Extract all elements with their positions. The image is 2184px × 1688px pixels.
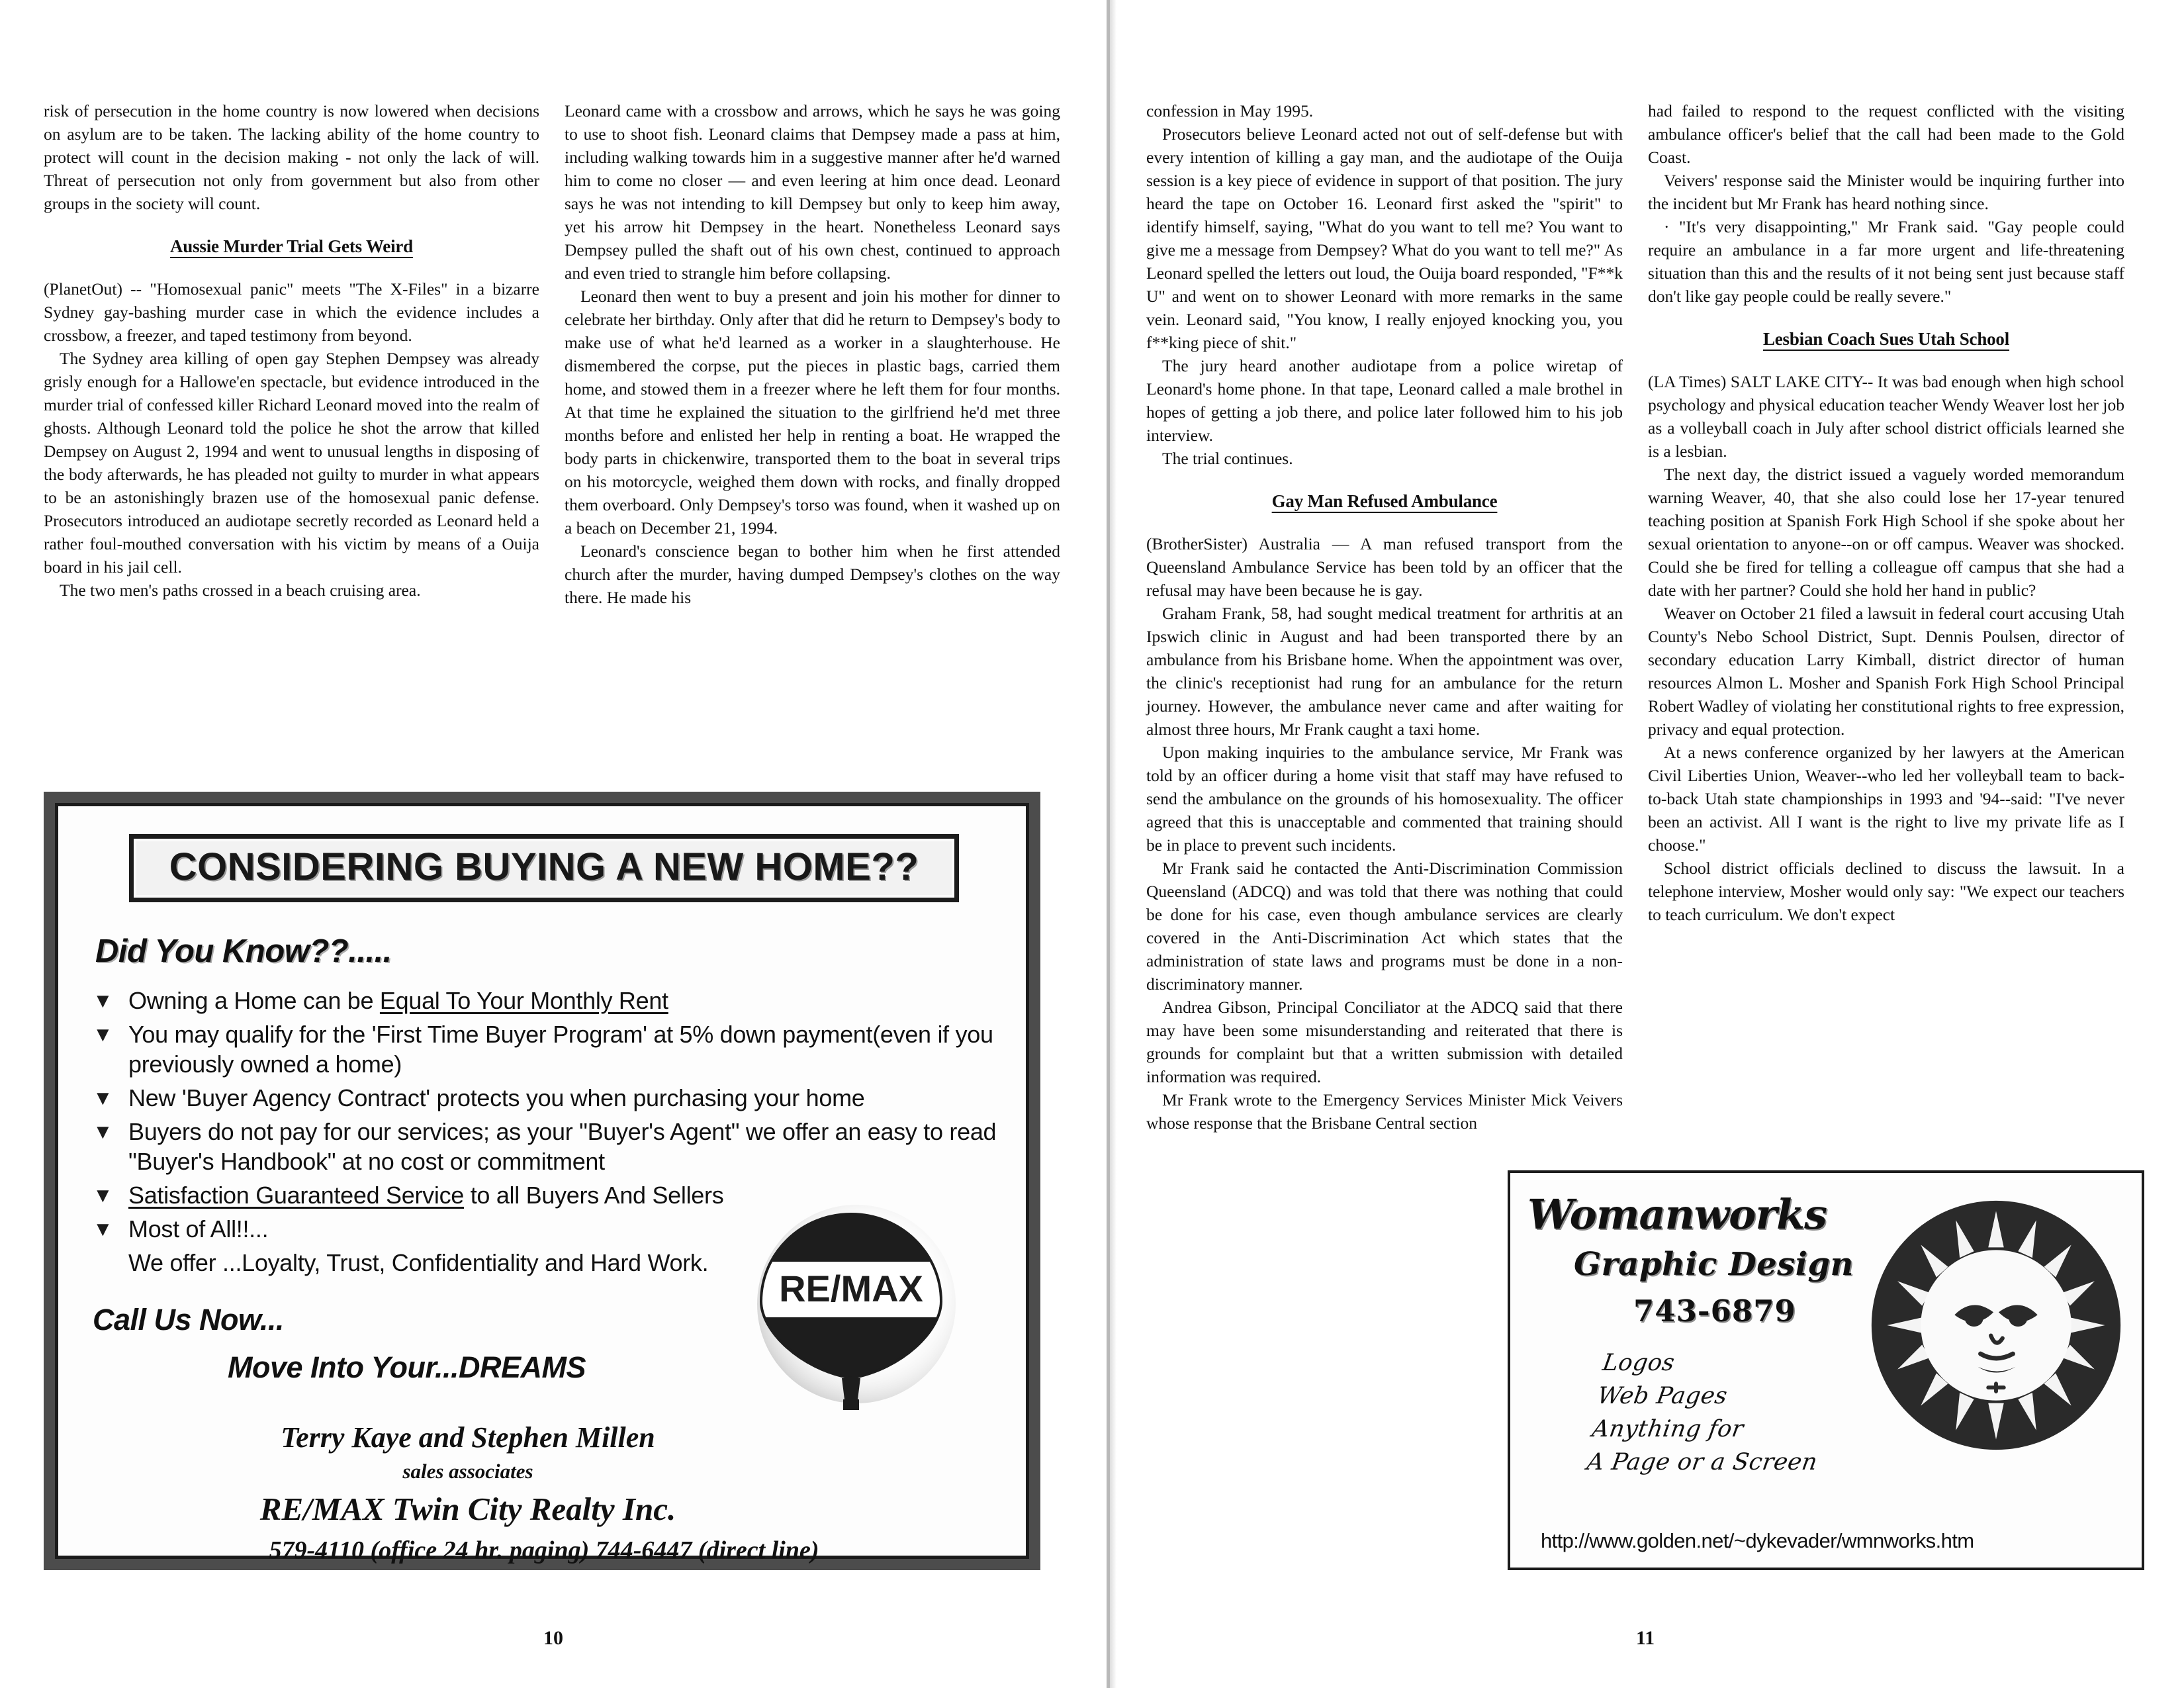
- list-item-text: Buyers do not pay for our services; as your "Buyer's Agent" we offer an easy to read "Buyer's Handbook" at no cost or commitment: [128, 1118, 997, 1175]
- paragraph: The jury heard another audiotape from a police wiretap of Leonard's home phone. In that tape, Leonard called a male brothel in hopes of getting a job there, and police later followed him to his job interview.: [1146, 356, 1623, 445]
- paragraph: The Sydney area killing of open gay Stephen Dempsey was already grisly enough for a Hallowe'en spectacle, but evidence introduced in the murder trial of confessed killer Richard Leonard moved into the realm of ghosts. Although Leonard told the police he shot the arrow that killed Dempsey on August 2, 1994 and went to unusual lengths in disposing of the body afterwards, he has pleaded not guilty to murder in what appears to be an astonishingly brazen use of the homosexual panic defense. Prosecutors introduced an audiotape secretly recorded as Leonard held a rather foul-mouthed conversation with his victim by means of a Ouija board in his jail cell.: [44, 349, 539, 577]
- list-item: [93, 1117, 999, 1176]
- list-item-text-pre: Owning a Home can be: [128, 987, 380, 1014]
- paragraph: risk of persecution in the home country is now lowered when decisions on asylum are to be taken. The lacking ability of the home country to protect will count in the decision making - not only the lack of will. Threat of persecution not only from government but also from other groups in the society will count.: [44, 101, 539, 213]
- paragraph: Weaver on October 21 filed a lawsuit in federal court accusing Utah County's Nebo School District, Supt. Dennis Poulsen, director of secondary education Larry Kimball, district director of human resources Almon L. Mosher and Spanish Fork High School Principal Robert Wadley of violating her constitutional rights to free expression, privacy and equal protection.: [1648, 604, 2124, 739]
- paragraph: School district officials declined to discuss the lawsuit. In a telephone interview, Mosher would only say: "We expect our teachers to teach curriculum. We don't expect: [1648, 859, 2124, 924]
- paragraph: Andrea Gibson, Principal Conciliator at the ADCQ said that there may have been some misunderstanding and reiterated that there is grounds for complaint but that a written submission with detailed information was required.: [1146, 998, 1623, 1086]
- list-item-text: You may qualify for the 'First Time Buyer Program' at 5% down payment(even if you previously owned a home): [128, 1021, 993, 1078]
- left-column-1: [44, 99, 539, 609]
- triangle-bullet-icon: ▼: [93, 1023, 113, 1046]
- paragraph: Prosecutors believe Leonard acted not out of self-defense but with every intention of killing a gay man, and the audiotape of the Ouija session is a key piece of evidence in support of that position. The jury heard the tape on October 16. Leonard first asked the "spirit" to identify himself, saying, "What do you want to tell me? You want to give me a message from Dempsey? What do you want to tell me?" As Leonard spelled the letters out loud, the Ouija board responded, "F**k U" and went on to shower Leonard with more remarks in the same vein. Leonard said, "You know, I really enjoyed knocking you, you f**king piece of shit.": [1146, 124, 1623, 352]
- did-you-know-heading: Did You Know??.....: [95, 933, 392, 969]
- paragraph: (LA Times) SALT LAKE CITY-- It was bad enough when high school psychology and physical education teacher Wendy Weaver lost her job as a volleyball coach in July after school district officials learned she is a lesbian.: [1648, 372, 2124, 461]
- womanworks-phone-number: 743-6879: [1633, 1293, 1796, 1329]
- paragraph: (BrotherSister) Australia — A man refused transport from the Queensland Ambulance Service has been told by an officer that the refusal may have been because he is gay.: [1146, 534, 1623, 600]
- paragraph: Graham Frank, 58, had sought medical treatment for arthritis at an Ipswich clinic in August and had been transported there by an ambulance from his Brisbane home. When the appointment was over, the clinic's receptionist had rung for an ambulance for the return journey. However, the ambulance never came and after waiting for almost three hours, Mr Frank caught a taxi home.: [1146, 604, 1623, 739]
- remax-advertisement: [44, 792, 1040, 1570]
- paragraph: Leonard's conscience began to bother him when he first attended church after the murder, having dumped Dempsey's clothes on the way there. He made his: [565, 541, 1060, 607]
- list-item-text: We offer ...Loyalty, Trust, Confidentiality and Hard Work.: [128, 1249, 709, 1276]
- paragraph: Upon making inquiries to the ambulance service, Mr Frank was told by an officer during a home visit that staff may have refused to send the ambulance on the grounds of his homosexuality. The officer agreed that this is unacceptable and commented that training should be in place to prevent such incidents.: [1146, 743, 1623, 855]
- headline-gay-man-refused-ambulance: Gay Man Refused Ambulance: [1271, 491, 1498, 511]
- page-number-right: 11: [1635, 1627, 1655, 1649]
- womanworks-services-list: [1584, 1346, 1835, 1479]
- triangle-bullet-icon: ▼: [93, 1184, 113, 1207]
- paragraph: (PlanetOut) -- "Homosexual panic" meets "The X-Files" in a bizarre Sydney gay-bashing murder case in which the evidence includes a crossbow, a freezer, and taped testimony from beyond.: [44, 279, 539, 345]
- remax-balloon-logo: [745, 1205, 957, 1423]
- page-number-left: 10: [543, 1627, 563, 1649]
- paragraph: Veivers' response said the Minister would be inquiring further into the incident but Mr Frank has heard nothing since.: [1648, 171, 2124, 213]
- call-us-now-text: Call Us Now...: [93, 1303, 284, 1336]
- paragraph: The two men's paths crossed in a beach cruising area.: [60, 581, 421, 600]
- womanworks-business-name: Womanworks: [1527, 1190, 1827, 1239]
- brokerage-name: RE/MAX Twin City Realty Inc.: [259, 1491, 676, 1527]
- remax-ad-title-box: [129, 834, 959, 902]
- womanworks-subtitle: Graphic Design: [1574, 1246, 1854, 1283]
- headline-aussie-murder-trial: Aussie Murder Trial Gets Weird: [170, 236, 413, 256]
- paragraph: The next day, the district issued a vaguely worded memorandum warning Weaver, 40, that she also could lose her 17-year tenured teaching position at Spanish Fork High School if she spoke about her sexual orientation to anyone--on or off campus. Weaver was shocked. Could she be fired for telling a colleague off campus that she had a date with her partner? Could she hold her hand in public?: [1648, 465, 2124, 600]
- list-item: [93, 1019, 999, 1079]
- service-item: A Page or a Screen: [1584, 1449, 1819, 1476]
- triangle-bullet-icon: ▼: [93, 1120, 113, 1143]
- list-item-text: New 'Buyer Agency Contract' protects you when purchasing your home: [128, 1084, 865, 1111]
- triangle-bullet-icon: ▼: [93, 989, 113, 1012]
- triangle-bullet-icon: ▼: [93, 1217, 113, 1241]
- agent-names: Terry Kaye and Stephen Millen: [281, 1421, 655, 1454]
- list-item-text: [128, 986, 999, 1015]
- right-column-2: [1648, 99, 2124, 1135]
- right-page-columns: [1146, 99, 2124, 1135]
- paragraph: Leonard came with a crossbow and arrows, which he says he was going to use to shoot fish. Leonard claims that Dempsey made a pass at him, including walking towards him in a suggestive manner after he'd warned him to come no closer — and even leering at him once dead. Leonard says he was not intending to kill Dempsey but only to keep him away, yet his arrow hit Dempsey in the heart. Nonetheless Leonard says Dempsey pulled the shaft out of his own chest, continued to approach and even tried to strangle him before collapsing.: [565, 101, 1060, 283]
- sales-associates-label: sales associates: [402, 1460, 533, 1483]
- remax-ad-inner-frame: [55, 803, 1029, 1564]
- list-item-text-post: to all Buyers And Sellers: [464, 1182, 724, 1209]
- contact-phone-numbers: 579-4110 (office 24 hr. paging) 744-6447 (direct line): [269, 1536, 819, 1564]
- service-item: Anything for: [1590, 1416, 1746, 1442]
- list-item-text-underlined: Equal To Your Monthly Rent: [379, 987, 668, 1014]
- headline-lesbian-coach-sues-utah-school: Lesbian Coach Sues Utah School: [1762, 329, 2010, 349]
- move-into-your-dreams-text: Move Into Your...DREAMS: [228, 1350, 586, 1384]
- paragraph: Mr Frank said he contacted the Anti-Discrimination Commission Queensland (ADCQ) and was told that there was nothing that could be done for his case, even though ambulance services are clearly covered in the Anti-Discrimination Act which states that the administration of state laws and programs must be done in a non-discriminatory manner.: [1146, 859, 1623, 994]
- right-column-1: [1146, 99, 1623, 1135]
- paragraph: confession in May 1995.: [1146, 101, 1314, 120]
- paragraph: The trial continues.: [1162, 449, 1293, 468]
- paragraph: Leonard then went to buy a present and join his mother for dinner to celebrate her birthday. Only after that did he return to Dempsey's body to make use of what he'd learned as a worker in a slaughterhouse. He dismembered the corpse, put the pieces in plastic bags, carried them home, and stowed them in a freezer where he left them for four months. At that time he explained the situation to the girlfriend he'd met three months before and enlisted her help in renting a boat. He wrapped the body parts in chickenwire, transported them to the boat in several trips on his motorcycle, weighed them down with rocks, and finally dropped them overboard. Only Dempsey's torso was found, when it washed up on a beach on December 21, 1994.: [565, 287, 1060, 538]
- womanworks-website-url[interactable]: http://www.golden.net/~dykevader/wmnworks.htm: [1541, 1529, 1974, 1552]
- paragraph: Mr Frank wrote to the Emergency Services Minister Mick Veivers whose response that the Brisbane Central section: [1146, 1090, 1623, 1133]
- womanworks-advertisement: [1508, 1170, 2144, 1570]
- left-page-columns: [44, 99, 1060, 609]
- left-column-2: [565, 99, 1060, 609]
- service-item: Logos: [1600, 1350, 1677, 1376]
- sun-face-illustration: [1866, 1196, 2126, 1455]
- paragraph: At a news conference organized by her lawyers at the American Civil Liberties Union, Weaver--who led her volleyball team to back-to-back Utah state championships in 1993 and '94--said: "I've never been an activist. All I want is the right to live my private life as I choose.": [1648, 743, 2124, 855]
- list-item: [93, 986, 999, 1015]
- triangle-bullet-icon: ▼: [93, 1086, 113, 1109]
- remax-logo-text: RE/MAX: [779, 1268, 923, 1309]
- remax-ad-title: CONSIDERING BUYING A NEW HOME??: [169, 845, 919, 888]
- service-item: Web Pages: [1595, 1383, 1729, 1409]
- list-item: [93, 1083, 999, 1113]
- paragraph: · "It's very disappointing," Mr Frank said. "Gay people could require an ambulance in a far more urgent and life-threatening situation than this and the results of it not being sent just because staff don't like gay people could be really severe.": [1648, 217, 2124, 306]
- list-item-text: Most of All!!...: [128, 1215, 269, 1243]
- paragraph: had failed to respond to the request conflicted with the visiting ambulance officer's belief that the call had been made to the Gold Coast.: [1648, 101, 2124, 167]
- womanworks-ad-body: [1510, 1173, 2142, 1568]
- list-item-text-underlined: Satisfaction Guaranteed Service: [128, 1182, 464, 1209]
